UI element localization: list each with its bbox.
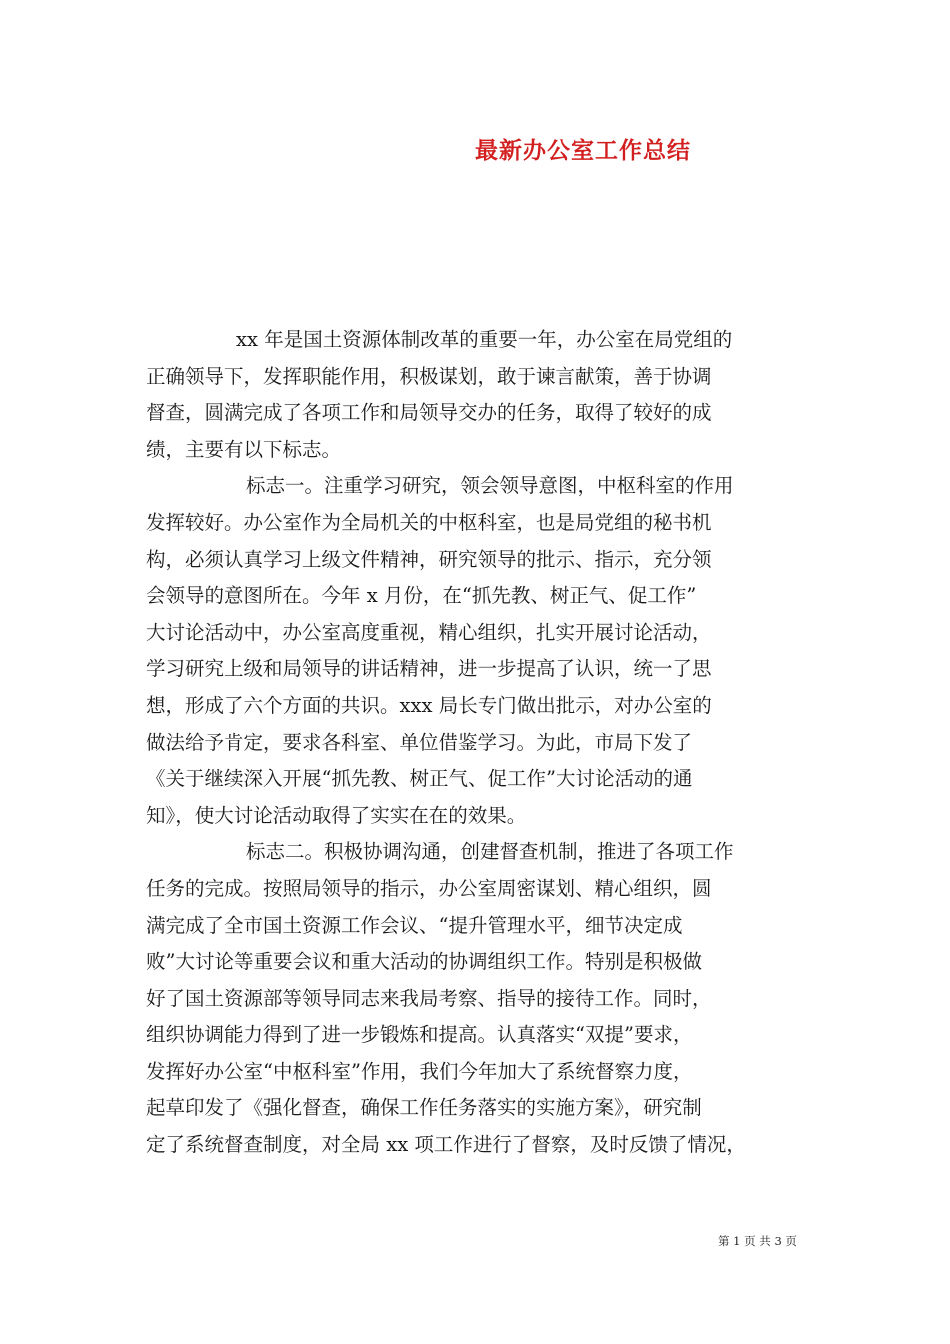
paragraph-line: 正确领导下，发挥职能作用，积极谋划，敢于谏言献策，善于协调 bbox=[146, 364, 712, 388]
paragraph-line: 起草印发了《强化督查，确保工作任务落实的实施方案》，研究制 bbox=[146, 1096, 702, 1120]
paragraph-line: 发挥较好。办公室作为全局机关的中枢科室，也是局党组的秘书机 bbox=[146, 510, 712, 534]
paragraph-line: 构，必须认真学习上级文件精神，研究领导的批示、指示，充分领 bbox=[146, 547, 712, 571]
paragraph-2 bbox=[146, 468, 811, 834]
paragraph-line: 败”大讨论等重要会议和重大活动的协调组织工作。特别是积极做 bbox=[146, 950, 702, 974]
paragraph-line: 学习研究上级和局领导的讲话精神，进一步提高了认识，统一了思 bbox=[146, 657, 712, 681]
page-title: 最新办公室工作总结 bbox=[475, 138, 691, 164]
paragraph-3 bbox=[146, 834, 811, 1163]
paragraph-line: 会领导的意图所在。今年 x 月份，在“抓先教、树正气、促工作” bbox=[146, 584, 697, 608]
paragraph-line: 知》，使大讨论活动取得了实实在在的效果。 bbox=[146, 803, 527, 827]
paragraph-line: 组织协调能力得到了进一步锻炼和提高。认真落实“双提”要求， bbox=[146, 1023, 693, 1047]
paragraph-line: 《关于继续深入开展“抓先教、树正气、促工作”大讨论活动的通 bbox=[146, 767, 693, 791]
paragraph-line: 督查，圆满完成了各项工作和局领导交办的任务，取得了较好的成 bbox=[146, 401, 712, 425]
document-body bbox=[146, 322, 811, 1164]
paragraph-1 bbox=[146, 322, 811, 468]
paragraph-line: 标志二。积极协调沟通，创建督查机制，推进了各项工作 bbox=[246, 840, 734, 864]
paragraph-line: 大讨论活动中，办公室高度重视，精心组织，扎实开展讨论活动， bbox=[146, 620, 712, 644]
paragraph-line: 标志一。注重学习研究，领会领导意图，中枢科室的作用 bbox=[246, 474, 734, 498]
paragraph-line: 做法给予肯定，要求各科室、单位借鉴学习。为此，市局下发了 bbox=[146, 730, 693, 754]
paragraph-line: 定了系统督查制度，对全局 xx 项工作进行了督察，及时反馈了情况， bbox=[146, 1133, 746, 1157]
paragraph-line: 满完成了全市国土资源工作会议、“提升管理水平，细节决定成 bbox=[146, 913, 683, 937]
paragraph-line: 绩，主要有以下标志。 bbox=[146, 437, 342, 461]
page-footer: 第 1 页 共 3 页 bbox=[718, 1234, 797, 1248]
paragraph-line: 好了国土资源部等领导同志来我局考察、指导的接待工作。同时， bbox=[146, 986, 712, 1010]
paragraph-line: 任务的完成。按照局领导的指示，办公室周密谋划、精心组织，圆 bbox=[146, 876, 712, 900]
paragraph-line: xx 年是国土资源体制改革的重要一年，办公室在局党组的 bbox=[236, 328, 733, 351]
paragraph-line: 想，形成了六个方面的共识。xxx 局长专门做出批示，对办公室的 bbox=[146, 693, 712, 717]
paragraph-line: 发挥好办公室“中枢科室”作用，我们今年加大了系统督察力度， bbox=[146, 1059, 693, 1083]
